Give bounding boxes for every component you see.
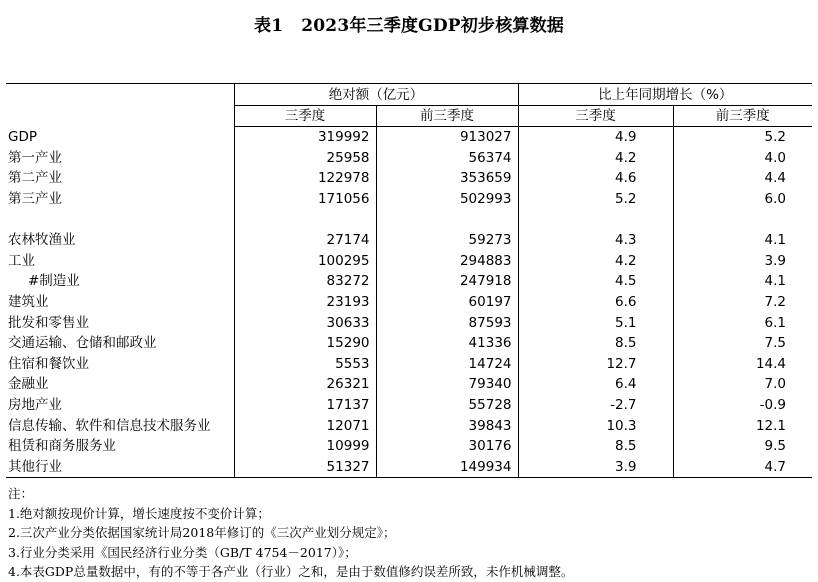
row-label: 信息传输、软件和信息技术服务业 [8,417,211,434]
cell-abs-ytd: 247918 [376,271,518,292]
cell-abs-ytd: 39843 [376,415,518,436]
table-row [6,230,812,251]
note-item: 1.绝对额按现价计算，增长速度按不变价计算； [8,505,270,521]
cell-growth-ytd: 12.1 [673,415,812,436]
spacer-cell [673,209,812,230]
cell-growth-q3: 5.1 [518,312,673,333]
cell-abs-q3: 25958 [234,148,376,169]
cell-growth-ytd: 4.1 [673,230,812,251]
header-abs-ytd: 前三季度 [376,106,518,127]
cell-abs-q3: 12071 [234,415,376,436]
table-title-text: 2023年三季度GDP初步核算数据 [301,16,564,36]
header-growth-group: 比上年同期增长（%） [518,84,812,106]
header-abs-q3: 三季度 [234,106,376,127]
row-label: #制造业 [28,273,80,290]
table-row [6,395,812,416]
table-row [6,374,812,395]
cell-abs-q3: 30633 [234,312,376,333]
table-row [6,312,812,333]
cell-growth-q3: 4.2 [518,148,673,169]
cell-growth-ytd: 4.4 [673,168,812,189]
cell-growth-ytd: 4.1 [673,271,812,292]
cell-growth-q3: 4.3 [518,230,673,251]
row-label: 其他行业 [6,457,234,478]
table-row [6,251,812,272]
cell-abs-ytd: 60197 [376,292,518,313]
cell-growth-ytd: 7.2 [673,292,812,313]
cell-growth-q3: 8.5 [518,436,673,457]
row-label: 第一产业 [8,149,62,166]
cell-abs-ytd: 41336 [376,333,518,354]
table-body [6,127,812,478]
table-row [6,415,812,436]
spacer-cell [6,209,234,230]
cell-abs-q3: 26321 [234,374,376,395]
cell-abs-ytd: 30176 [376,436,518,457]
cell-abs-q3: 83272 [234,271,376,292]
cell-growth-q3: 10.3 [518,415,673,436]
table-row [6,436,812,457]
spacer-cell [376,209,518,230]
cell-abs-q3: 5553 [234,354,376,375]
row-label: GDP [8,129,37,146]
cell-abs-q3: 10999 [234,436,376,457]
note-item: 4.本表GDP总量数据中，有的不等于各产业（行业）之和，是由于数值修约误差所致，未作机械调整。 [8,564,574,579]
spacer-cell [518,209,673,230]
cell-abs-ytd: 913027 [376,127,518,148]
cell-growth-q3: 6.6 [518,292,673,313]
cell-abs-ytd: 59273 [376,230,518,251]
cell-abs-q3: 171056 [234,189,376,210]
header-corner [6,84,234,127]
cell-abs-q3: 319992 [234,127,376,148]
cell-growth-q3: 4.2 [518,251,673,272]
note-item: 3.行业分类采用《国民经济行业分类（GB/T 4754－2017）》； [8,544,357,560]
cell-growth-ytd: 14.4 [673,354,812,375]
cell-abs-q3: 17137 [234,395,376,416]
table-row [6,148,812,169]
cell-growth-ytd: -0.9 [673,395,812,416]
cell-growth-q3: 6.4 [518,374,673,395]
cell-abs-ytd: 55728 [376,395,518,416]
row-label: 第二产业 [8,170,62,187]
table-row [6,457,812,478]
row-label: 房地产业 [8,397,62,414]
row-label: 农林牧渔业 [8,232,76,249]
cell-growth-q3: 8.5 [518,333,673,354]
table-row [6,168,812,189]
cell-abs-ytd: 294883 [376,251,518,272]
row-label: 租赁和商务服务业 [8,438,116,455]
cell-growth-q3: 4.6 [518,168,673,189]
note-item: 2.三次产业分类依据国家统计局2018年修订的《三次产业划分规定》； [8,525,396,540]
gdp-table [6,83,812,478]
cell-growth-ytd: 5.2 [673,127,812,148]
row-label: 第三产业 [8,191,62,208]
row-label: 批发和零售业 [8,314,89,331]
cell-growth-ytd: 6.0 [673,189,812,210]
cell-growth-q3: 4.9 [518,127,673,148]
table-title [0,14,818,38]
spacer-row [6,209,812,230]
table-row [6,292,812,313]
spacer-cell [234,209,376,230]
cell-abs-ytd: 14724 [376,354,518,375]
cell-abs-q3: 122978 [234,168,376,189]
cell-growth-ytd: 7.5 [673,333,812,354]
cell-abs-q3: 100295 [234,251,376,272]
row-label: 交通运输、仓储和邮政业 [8,335,157,352]
cell-growth-ytd: 4.7 [673,457,812,478]
table-number: 表1 [254,16,284,36]
notes-label: 注： [8,486,34,501]
row-label: 金融业 [8,376,49,393]
row-label: 建筑业 [8,294,49,311]
table-row [6,333,812,354]
cell-growth-ytd: 7.0 [673,374,812,395]
cell-abs-q3: 27174 [234,230,376,251]
cell-growth-q3: 12.7 [518,354,673,375]
cell-growth-ytd: 9.5 [673,436,812,457]
cell-abs-q3: 23193 [234,292,376,313]
table-row [6,127,812,148]
cell-abs-ytd: 79340 [376,374,518,395]
cell-growth-ytd: 3.9 [673,251,812,272]
cell-abs-ytd: 353659 [376,168,518,189]
table-row [6,354,812,375]
header-row-groups [6,84,812,106]
row-label: 工业 [8,252,35,269]
cell-growth-q3: 5.2 [518,189,673,210]
header-growth-q3: 三季度 [518,106,673,127]
header-growth-ytd: 前三季度 [673,106,812,127]
table-row [6,189,812,210]
cell-abs-ytd: 87593 [376,312,518,333]
cell-abs-ytd: 502993 [376,189,518,210]
header-absolute-group: 绝对额（亿元） [234,84,518,106]
table-row [6,271,812,292]
cell-abs-q3: 51327 [234,457,376,478]
cell-growth-ytd: 6.1 [673,312,812,333]
cell-growth-q3: -2.7 [518,395,673,416]
cell-growth-q3: 4.5 [518,271,673,292]
cell-abs-ytd: 56374 [376,148,518,169]
cell-growth-q3: 3.9 [518,457,673,478]
row-label: 住宿和餐饮业 [8,355,89,372]
cell-growth-ytd: 4.0 [673,148,812,169]
notes [8,484,813,582]
cell-abs-q3: 15290 [234,333,376,354]
cell-abs-ytd: 149934 [376,457,518,478]
